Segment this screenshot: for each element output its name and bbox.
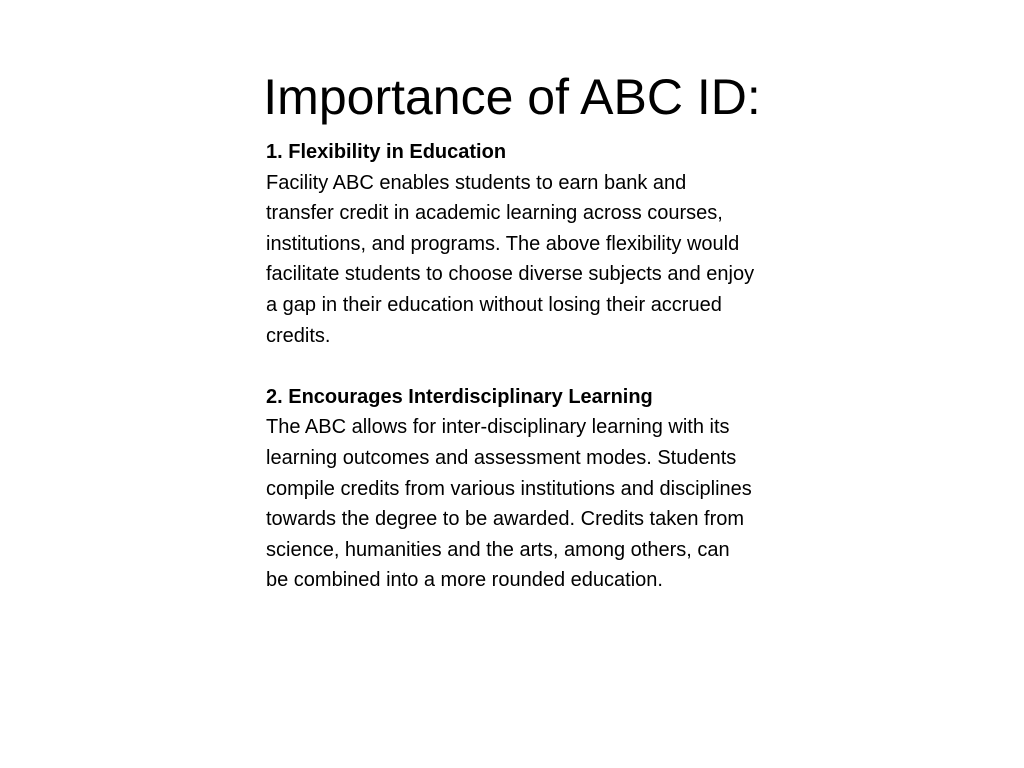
section-flexibility: [266, 137, 786, 351]
section-body: The ABC allows for inter-disciplinary learning with its learning outcomes and assessment modes. Students compile credits from various institutions and disciplines towards the degree to be awarded. Credits taken from science, humanities and the arts, among others, can be combined into a more rounded education.: [266, 416, 752, 592]
slide-content: [266, 137, 786, 596]
section-interdisciplinary: [266, 382, 786, 596]
section-body: Facility ABC enables students to earn bank and transfer credit in academic learning across courses, institutions, and programs. The above flexibility would facilitate students to choose diverse subjects and enjoy a gap in their education without losing their accrued credits.: [266, 171, 755, 347]
section-heading: 2. Encourages Interdisciplinary Learning: [266, 385, 653, 408]
section-heading: 1. Flexibility in Education: [266, 141, 507, 163]
slide-title: Importance of ABC ID:: [263, 69, 761, 125]
